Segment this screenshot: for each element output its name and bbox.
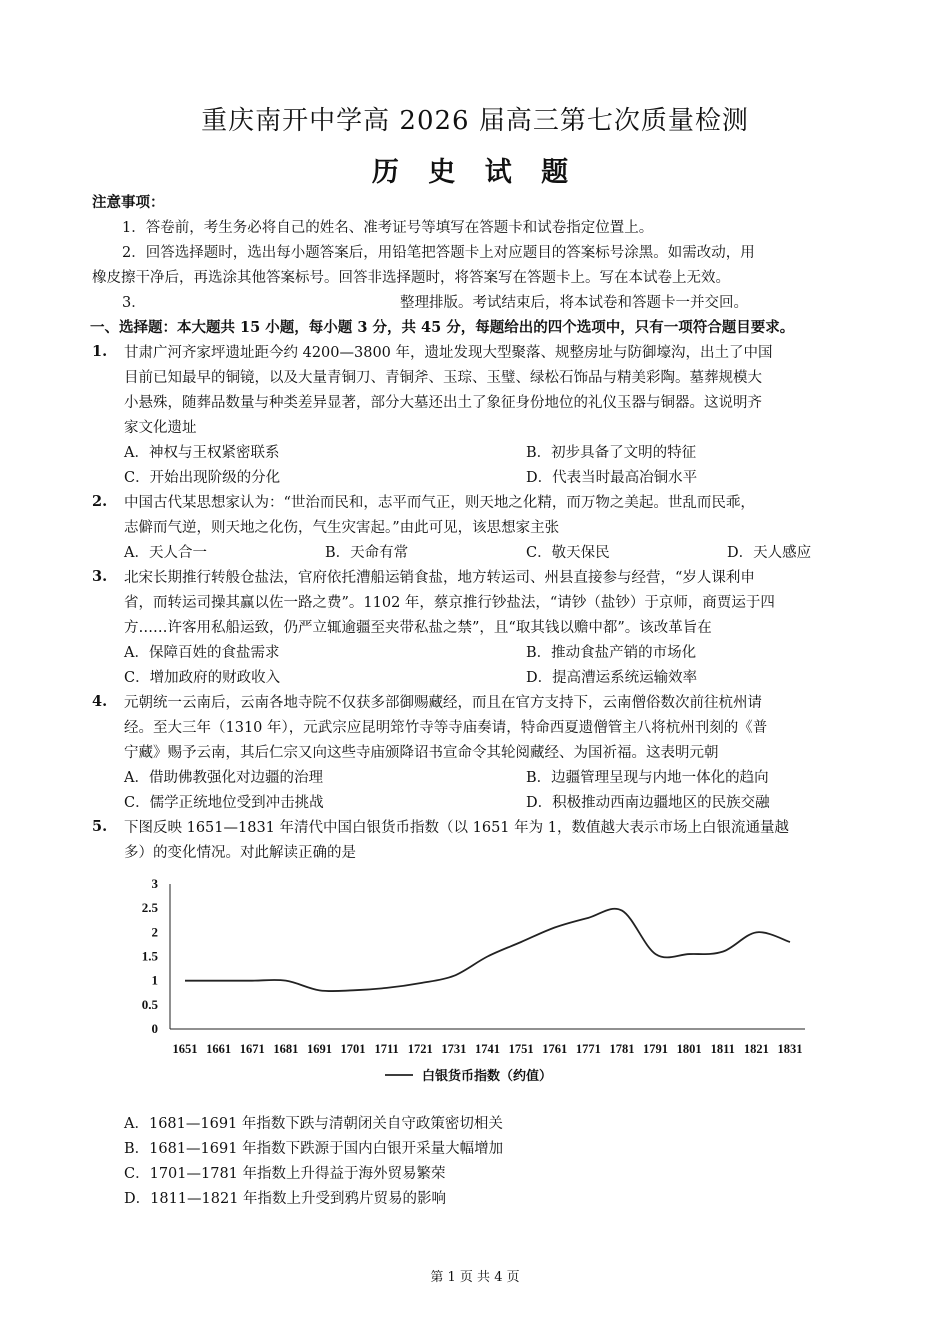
y-tick-label: 2	[151, 924, 158, 940]
silver-index-chart	[120, 870, 820, 1100]
notice-item-3-num: 3．	[122, 295, 146, 311]
question-4-option-a[interactable]: A．借助佛教强化对边疆的治理	[124, 770, 323, 786]
question-3-stem-line: 北宋长期推行转般仓盐法，官府依托漕船运销食盐，地方转运司、州县直接参与经营，“岁人课利申	[124, 570, 755, 586]
x-tick-label: 1761	[542, 1042, 568, 1056]
notice-item-3: 整理排版。考试结束后，将本试卷和答题卡一并交回。	[400, 295, 748, 311]
question-3-option-d[interactable]: D．提高漕运系统运输效率	[526, 670, 698, 686]
question-4-option-d[interactable]: D．积极推动西南边疆地区的民族交融	[526, 795, 770, 811]
y-tick-label: 3	[151, 876, 158, 891]
notice-item-2: 2．回答选择题时，选出每小题答案后，用铅笔把答题卡上对应题目的答案标号涂黑。如需改动，用	[122, 245, 755, 261]
x-tick-label: 1721	[407, 1042, 433, 1056]
x-tick-label: 1661	[206, 1042, 232, 1056]
question-1-number: 1.	[92, 343, 108, 360]
x-tick-label: 1741	[475, 1042, 500, 1056]
section-heading: 一、选择题：本大题共 15 小题，每小题 3 分，共 45 分，每题给出的四个选项中，只有一项符合题目要求。	[90, 319, 795, 336]
question-2-option-d[interactable]: D．天人感应	[727, 545, 812, 561]
y-tick-label: 1.5	[141, 948, 158, 964]
question-5-stem-line: 下图反映 1651—1831 年清代中国白银货币指数（以 1651 年为 1，数值越大表示市场上白银流通量越	[124, 820, 789, 836]
x-tick-label: 1701	[340, 1042, 366, 1056]
question-1-option-b[interactable]: B．初步具备了文明的特征	[526, 445, 697, 461]
question-1-stem-line: 小悬殊，随葬品数量与种类差异显著，部分大墓还出土了象征身份地位的礼仪玉器与铜器。这说明齐	[124, 395, 762, 411]
legend-label: 白银货币指数（约值）	[422, 1068, 553, 1083]
x-tick-label: 1671	[239, 1042, 265, 1056]
question-3-stem-line: 方……许客用私船运致，仍严立辄逾疆至夹带私盐之禁”，且“取其钱以赡中都”。该改革旨在	[124, 620, 712, 636]
question-2-option-c[interactable]: C．敬天保民	[526, 545, 610, 561]
question-3-option-b[interactable]: B．推动食盐产销的市场化	[526, 645, 697, 661]
x-tick-label: 1751	[508, 1042, 534, 1056]
question-2-number: 2.	[92, 493, 108, 510]
question-3-option-a[interactable]: A．保障百姓的食盐需求	[124, 645, 280, 661]
question-5-number: 5.	[92, 818, 108, 835]
page-number: 第 1 页 共 4 页	[430, 1270, 520, 1285]
x-tick-label: 1691	[306, 1042, 332, 1056]
question-1-stem-line: 甘肃广河齐家坪遗址距今约 4200—3800 年，遗址发现大型聚落、规整房址与防御壕沟，出土了中国	[124, 345, 773, 361]
question-2-stem-line: 志僻而气逆，则天地之化伤，气生灾害起。”由此可见，该思想家主张	[124, 520, 560, 536]
x-tick-label: 1731	[441, 1042, 467, 1056]
question-4-stem-line: 经。至大三年（1310 年），元武宗应昆明筇竹寺等寺庙奏请，特命西夏遗僧管主八将杭州刊刻的《普	[124, 720, 768, 736]
question-5-option-d[interactable]: D．1811—1821 年指数上升受到鸦片贸易的影响	[124, 1191, 447, 1207]
exam-title: 重庆南开中学高 2026 届高三第七次质量检测	[201, 106, 749, 136]
question-4-number: 4.	[92, 693, 108, 710]
x-tick-label: 1791	[643, 1042, 669, 1056]
x-tick-label: 1711	[374, 1042, 399, 1056]
question-2-stem-line: 中国古代某思想家认为：“世治而民和，志平而气正，则天地之化精，而万物之美起。世乱而民乖，	[124, 495, 755, 511]
question-3-option-c[interactable]: C．增加政府的财政收入	[124, 670, 281, 686]
question-3-number: 3.	[92, 568, 108, 585]
question-4-option-c[interactable]: C．儒学正统地位受到冲击挑战	[124, 795, 324, 811]
y-tick-label: 1	[151, 972, 158, 988]
question-1-option-d[interactable]: D．代表当时最高冶铜水平	[526, 470, 698, 486]
x-tick-label: 1831	[777, 1042, 803, 1056]
exam-subject: 历 史 试 题	[371, 157, 579, 188]
question-5-option-c[interactable]: C．1701—1781 年指数上升得益于海外贸易繁荣	[124, 1166, 446, 1182]
question-5-option-b[interactable]: B．1681—1691 年指数下跌源于国内白银开采量大幅增加	[124, 1141, 504, 1157]
y-tick-label: 2.5	[141, 900, 158, 916]
question-3-stem-line: 省，而转运司操其赢以佐一路之费”。1102 年，蔡京推行钞盐法，“请钞（盐钞）于京师，商贾运于四	[124, 595, 775, 611]
x-tick-label: 1801	[676, 1042, 702, 1056]
x-tick-label: 1771	[575, 1042, 601, 1056]
question-1-option-a[interactable]: A．神权与王权紧密联系	[124, 445, 280, 461]
x-tick-label: 1811	[710, 1042, 735, 1056]
question-1-stem-line: 目前已知最早的铜镜，以及大量青铜刀、青铜斧、玉琮、玉璧、绿松石饰品与精美彩陶。墓葬规模大	[124, 370, 762, 386]
notice-heading: 注意事项：	[92, 194, 165, 211]
question-1-option-c[interactable]: C．开始出现阶级的分化	[124, 470, 281, 486]
question-4-stem-line: 宁藏》赐予云南，其后仁宗又向这些寺庙颁降诏书宣命令其轮阅藏经、为国祈福。这表明元朝	[124, 745, 719, 761]
question-5-stem-line: 多）的变化情况。对此解读正确的是	[124, 845, 356, 861]
series-line	[185, 909, 790, 991]
question-2-option-a[interactable]: A．天人合一	[124, 545, 207, 561]
y-tick-label: 0.5	[141, 996, 158, 1012]
question-4-stem-line: 元朝统一云南后，云南各地寺院不仅获多部御赐藏经，而且在官方支持下，云南僧俗数次前往杭州请	[124, 695, 762, 711]
x-tick-label: 1651	[172, 1042, 198, 1056]
x-tick-label: 1821	[743, 1042, 769, 1056]
notice-item-1: 1．答卷前，考生务必将自己的姓名、准考证号等填写在答题卡和试卷指定位置上。	[122, 220, 654, 236]
question-2-option-b[interactable]: B．天命有常	[325, 545, 409, 561]
question-4-option-b[interactable]: B．边疆管理呈现与内地一体化的趋向	[526, 770, 769, 786]
question-1-stem-line: 家文化遗址	[124, 420, 197, 436]
notice-item-2-cont: 橡皮擦干净后，再选涂其他答案标号。回答非选择题时，将答案写在答题卡上。写在本试卷上无效。	[92, 270, 730, 286]
y-tick-label: 0	[151, 1021, 158, 1036]
question-5-option-a[interactable]: A．1681—1691 年指数下跌与清朝闭关自守政策密切相关	[124, 1116, 503, 1132]
x-tick-label: 1781	[609, 1042, 635, 1056]
x-tick-label: 1681	[273, 1042, 299, 1056]
